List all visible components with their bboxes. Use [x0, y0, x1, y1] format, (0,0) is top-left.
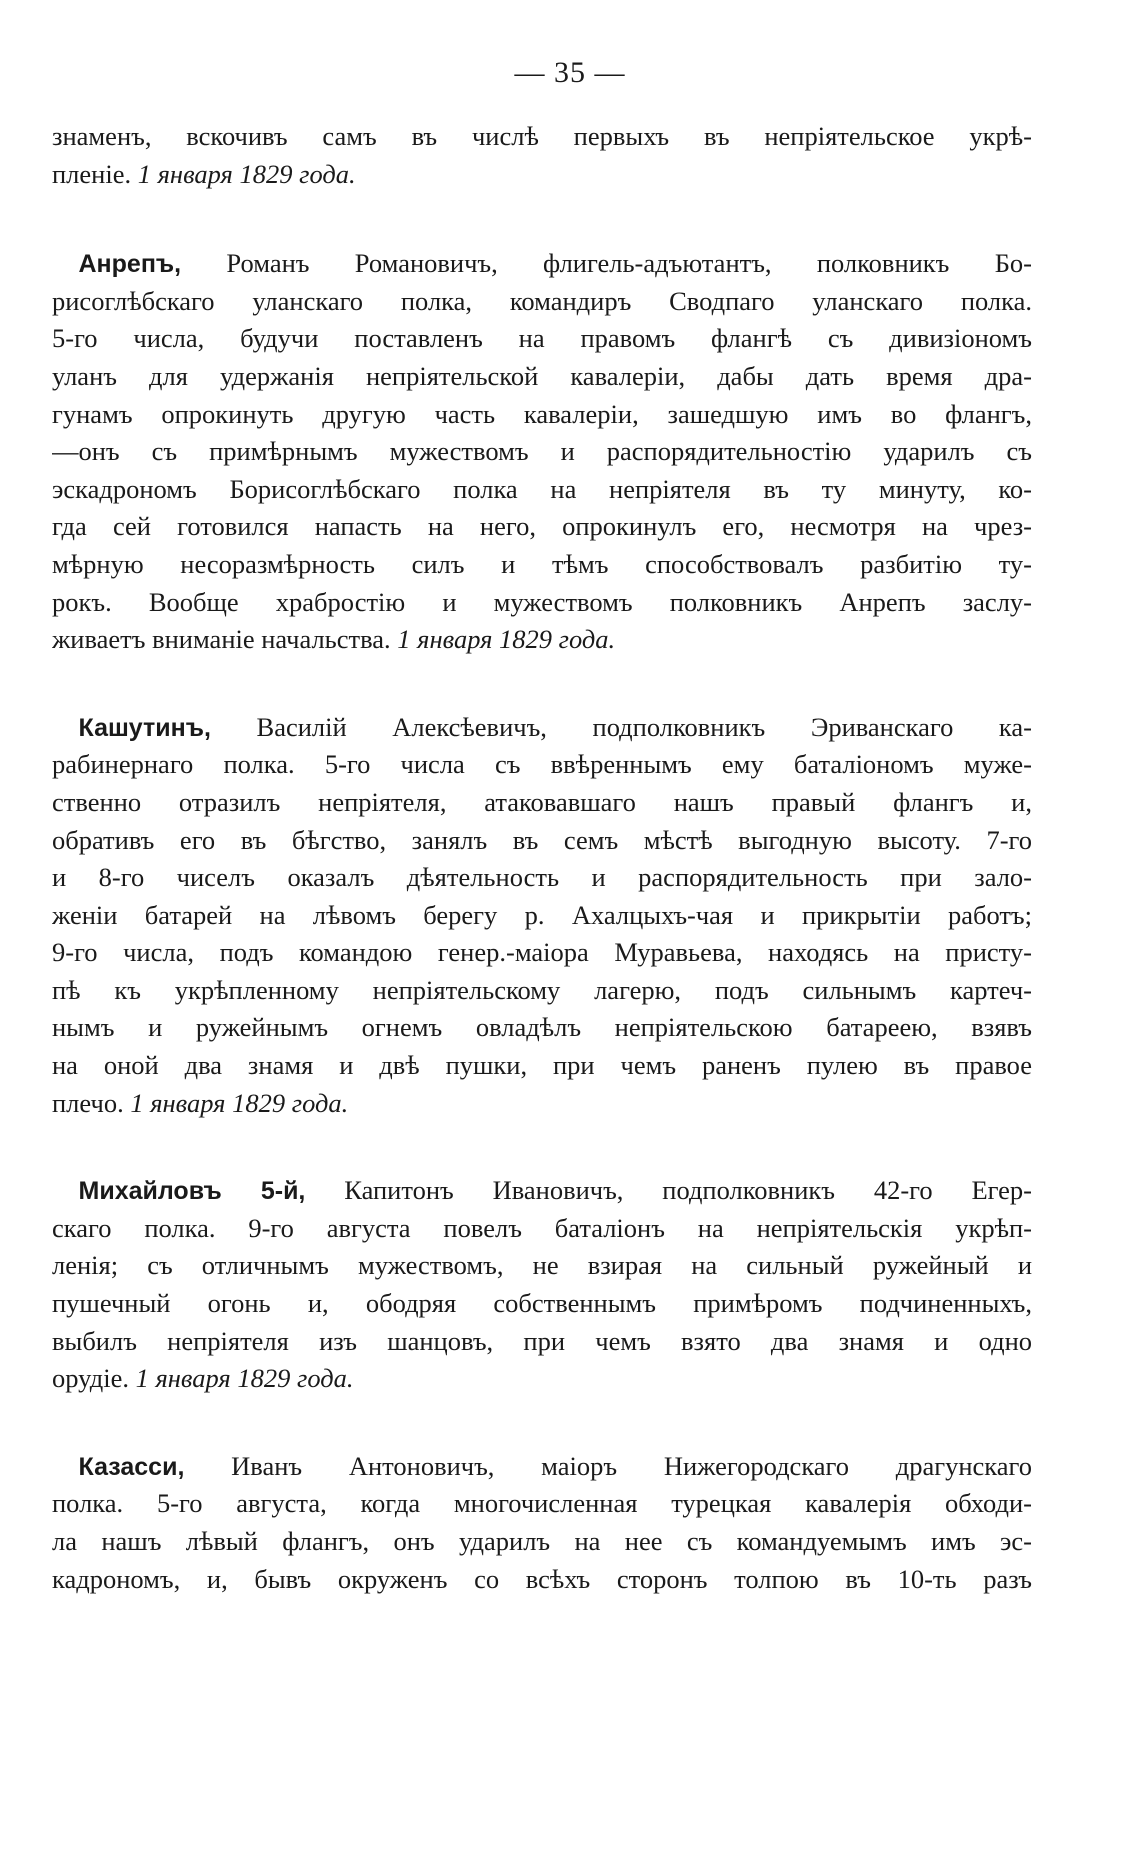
entry-first-line: Казасси, Иванъ Антоновичъ, маіоръ Нижегородскаго драгунскаго — [78, 1450, 1032, 1481]
text-line: рокъ. Вообще храбростію и мужествомъ полковникъ Анрепъ заслу- — [52, 586, 1032, 617]
page-number: — 35 — — [514, 56, 626, 89]
entry-first-line: Анрепъ, Романъ Романовичъ, флигель-адъютантъ, полковникъ Бо- — [78, 248, 1032, 279]
text-line: 5-го числа, будучи поставленъ на правомъ флангѣ съ дивизіономъ — [52, 323, 1032, 354]
entry-name: Михайловъ 5-й, — [78, 1177, 306, 1206]
entry-date: 1 января 1829 года. — [135, 1363, 354, 1394]
entry-first-line: Кашутинъ, Василій Алексѣевичъ, подполковникъ Эриванскаго ка- — [78, 711, 1032, 742]
intro-paragraph — [52, 118, 1032, 193]
text-line: женіи батарей на лѣвомъ берегу р. Ахалцыхъ-чая и прикрытіи работъ; — [52, 899, 1032, 930]
text-line: ственно отразилъ непріятеля, атаковавшаго нашъ правый флангъ и, — [52, 786, 1032, 817]
text-line: гунамъ опрокинуть другую часть кавалеріи, зашедшую имъ во флангъ, — [52, 398, 1032, 429]
text-line: эскадрономъ Борисоглѣбскаго полка на непріятеля въ ту минуту, ко- — [52, 473, 1032, 504]
page-text — [52, 118, 1032, 1648]
entry-name: Казасси, — [78, 1452, 185, 1481]
entry-first-line: Михайловъ 5-й, Капитонъ Ивановичъ, подполковникъ 42-го Егер- — [78, 1175, 1032, 1206]
text-line: полка. 5-го августа, когда многочисленная турецкая кавалерія обходи- — [52, 1488, 1032, 1519]
text-line: ленія; съ отличнымъ мужествомъ, не взирая на сильный ружейный и — [52, 1250, 1032, 1281]
entry-kazassi — [52, 1448, 1032, 1598]
text-line: и 8-го чиселъ оказалъ дѣятельность и распорядительность при зало- — [52, 862, 1032, 893]
text-line: рабинернаго полка. 5-го числа съ ввѣреннымъ ему баталіономъ муже- — [52, 749, 1032, 780]
text-line: живаетъ вниманіе начальства. 1 января 1829 года. — [52, 624, 616, 655]
text-line: уланъ для удержанія непріятельской кавалеріи, дабы дать время дра- — [52, 360, 1032, 391]
text-line: обративъ его въ бѣгство, занялъ въ семъ мѣстѣ выгодную высоту. 7-го — [52, 824, 1032, 855]
text-line: нымъ и ружейнымъ огнемъ овладѣлъ непріятельскою батареею, взявъ — [52, 1012, 1032, 1043]
text-line: мѣрную несоразмѣрность силъ и тѣмъ способствовалъ разбитію ту- — [52, 548, 1032, 579]
text-line: орудіе. 1 января 1829 года. — [52, 1363, 354, 1394]
text-line: пушечный огонь и, ободряя собственнымъ примѣромъ подчиненныхъ, — [52, 1288, 1032, 1319]
entry-anrep — [52, 245, 1032, 659]
text-line: пѣ къ укрѣпленному непріятельскому лагерю, подъ сильнымъ картеч- — [52, 974, 1032, 1005]
text-line: скаго полка. 9-го августа повелъ баталіонъ на непріятельскія укрѣп- — [52, 1212, 1032, 1243]
text-line: 9-го числа, подъ командою генер.-маіора Муравьева, находясь на присту- — [52, 937, 1032, 968]
text-line: выбилъ непріятеля изъ шанцовъ, при чемъ взято два знамя и одно — [52, 1325, 1032, 1356]
entry-name: Кашутинъ, — [78, 713, 211, 742]
text-line: ла нашъ лѣвый флангъ, онъ ударилъ на нее съ командуемымъ имъ эс- — [52, 1526, 1032, 1556]
entry-date: 1 января 1829 года. — [130, 1087, 349, 1118]
entry-kashutin — [52, 709, 1032, 1123]
text-line: рисоглѣбскаго уланскаго полка, командиръ Сводпаго уланскаго полка. — [52, 285, 1032, 316]
entry-date: 1 января 1829 года. — [137, 158, 356, 189]
entry-mikhailov — [52, 1172, 1032, 1398]
text-line: плечо. 1 января 1829 года. — [52, 1087, 349, 1118]
text-line: гда сей готовился напасть на него, опрокинулъ его, несмотря на чрез- — [52, 511, 1032, 542]
text-line: —онъ съ примѣрнымъ мужествомъ и распорядительностію ударилъ съ — [52, 436, 1032, 467]
entry-name: Анрепъ, — [78, 250, 182, 279]
text-line: пленіе. 1 января 1829 года. — [52, 158, 356, 189]
text-line: кадрономъ, и, бывъ окруженъ со всѣхъ сторонъ толпою въ 10-ть разъ — [52, 1563, 1032, 1594]
entry-date: 1 января 1829 года. — [397, 624, 616, 655]
text-line: знаменъ, вскочивъ самъ въ числѣ первыхъ въ непріятельское укрѣ- — [52, 121, 1032, 151]
text-line: на оной два знамя и двѣ пушки, при чемъ раненъ пулею въ правое — [52, 1050, 1032, 1081]
